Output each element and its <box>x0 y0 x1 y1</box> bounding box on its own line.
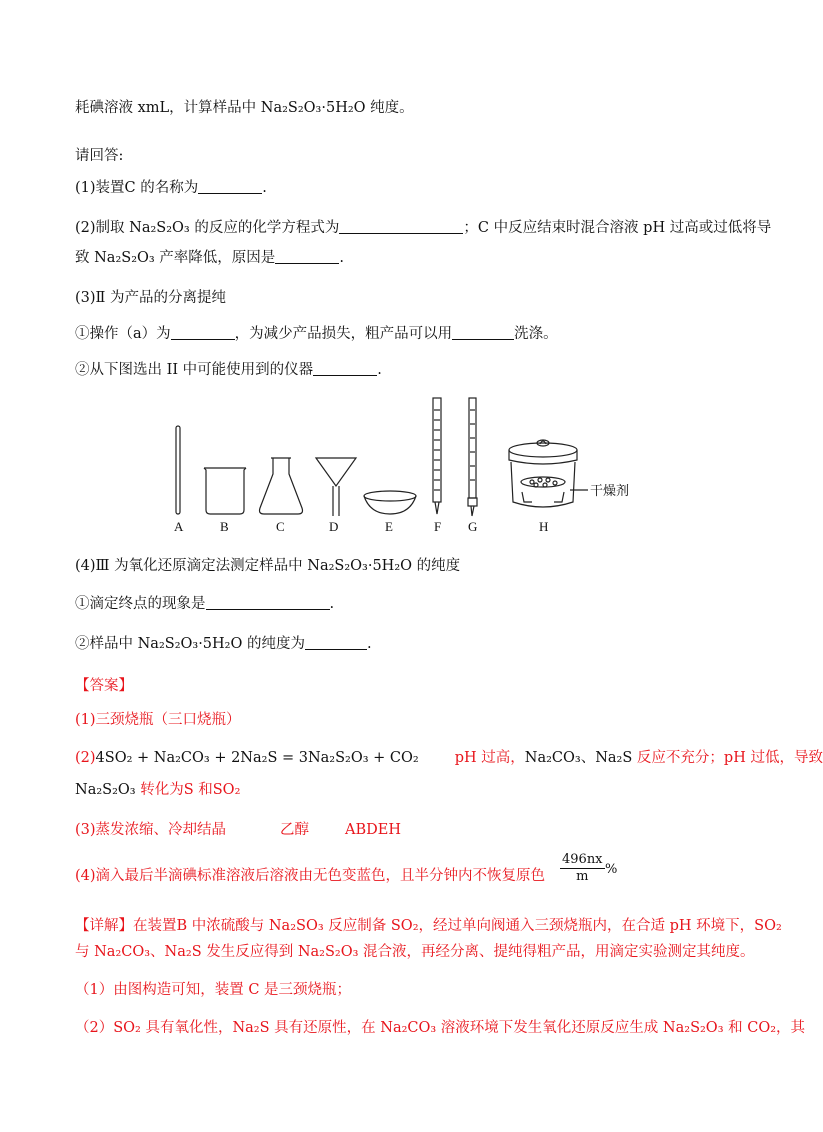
q3-end: . <box>377 362 382 378</box>
answer-4: (4)滴入最后半滴碘标准溶液后溶液由无色变蓝色，且半分钟内不恢复原色 <box>75 868 546 884</box>
purity-fraction <box>560 852 605 884</box>
question-2-line-1 <box>75 218 771 238</box>
answer-2-equation: 4SO₂ + Na₂CO₃ + 2Na₂S = 3Na₂S₂O₃ + CO₂ <box>95 750 419 766</box>
answer-blank[interactable] <box>275 249 339 264</box>
label-e: E <box>385 519 393 534</box>
answer-3-text: (3)蒸发浓缩、冷却结晶 <box>75 822 227 838</box>
q2-text: (2)制取 <box>75 220 130 236</box>
question-4-title <box>75 556 460 576</box>
answer-blank[interactable] <box>206 595 330 610</box>
answer-3 <box>75 820 401 840</box>
label-d: D <box>329 519 339 534</box>
conical-flask-icon <box>260 458 303 514</box>
question-3-title: (3)Ⅱ 为产品的分离提纯 <box>75 290 227 306</box>
q2-text: 的反应的化学方程式为 <box>189 220 340 236</box>
percent-sign: % <box>605 862 618 877</box>
label-g: G <box>468 519 478 534</box>
intro-text-end: 纯度。 <box>365 100 414 116</box>
answer-2-line-2 <box>75 780 240 800</box>
answer-blank[interactable] <box>313 361 377 376</box>
q3-text: ②从下图选出 II 中可能使用到的仪器 <box>75 362 314 378</box>
answer-blank[interactable] <box>452 325 514 340</box>
beaker-icon <box>204 468 246 514</box>
q1-end: . <box>262 180 267 196</box>
detail-heading: 【详解】 <box>75 918 133 934</box>
question-3-sub-2 <box>75 360 382 380</box>
q4-end: . <box>367 636 372 652</box>
answer-blank[interactable] <box>339 219 463 234</box>
formula: Na₂S₂O₃ <box>75 782 136 798</box>
label-h: H <box>539 519 549 534</box>
q4-text: ②样品中 <box>75 636 138 652</box>
q3-text: 洗涤。 <box>514 326 558 342</box>
answer-2-line-1 <box>75 748 823 768</box>
acid-burette-icon <box>433 398 441 514</box>
q1-text: (1)装置C 的名称为 <box>75 180 199 196</box>
glass-rod-icon <box>176 426 180 514</box>
question-3-sub-1 <box>75 324 558 344</box>
evaporating-dish-icon <box>364 491 416 514</box>
question-1 <box>75 178 267 198</box>
question-2-line-2 <box>75 248 344 268</box>
q4-text: (4)Ⅲ 为氧化还原滴定法测定样品中 <box>75 558 308 574</box>
answer-3-apparatus: ABDEH <box>345 822 402 838</box>
apparatus-figure <box>160 390 640 540</box>
question-4-sub-2 <box>75 634 372 654</box>
detail-text: 在装置B 中浓硫酸与 Na₂SO₃ 反应制备 SO₂，经过单向阀通入三颈烧瓶内，在合适 pH 环境下，SO₂ <box>133 918 782 934</box>
desiccator-icon <box>509 440 588 507</box>
formula: Na₂S₂O₃·5H₂O <box>307 558 413 574</box>
detail-line-1 <box>75 916 782 936</box>
formula: Na₂S₂O₃·5H₂O <box>137 636 243 652</box>
formula: Na₂S₂O₃ <box>94 250 155 266</box>
q4-text: 的纯度 <box>412 558 461 574</box>
answer-blank[interactable] <box>171 325 235 340</box>
fraction-numerator: 496nx <box>562 852 603 867</box>
q2-end: . <box>339 250 344 266</box>
formula: Na₂S₂O₃·5H₂O <box>260 100 366 116</box>
formula: Na₂CO₃、Na₂S <box>524 750 633 766</box>
fraction-denominator: m <box>576 869 589 884</box>
q4-text: 的纯度为 <box>242 636 305 652</box>
answer-2-prefix: (2) <box>75 750 96 766</box>
q2-text: ；C 中反应结束时混合溶液 pH 过高或过低将导 <box>463 220 772 236</box>
question-4-sub-1 <box>75 594 334 614</box>
q4-end: . <box>329 596 335 612</box>
desiccant-label: 干燥剂 <box>590 483 630 498</box>
q3-text: ①操作（a）为 <box>75 326 171 342</box>
label-c: C <box>276 519 285 534</box>
label-a: A <box>174 519 184 534</box>
label-b: B <box>220 519 229 534</box>
label-f: F <box>434 519 442 534</box>
funnel-icon <box>316 458 356 516</box>
answer-1: (1)三颈烧瓶（三口烧瓶） <box>75 712 241 728</box>
answer-blank[interactable] <box>198 179 262 194</box>
detail-line-4: （2）SO₂ 具有氧化性，Na₂S 具有还原性，在 Na₂CO₃ 溶液环境下发生氧化还原反应生成 Na₂S₂O₃ 和 CO₂，其 <box>75 1020 806 1036</box>
answer-blank[interactable] <box>305 635 367 650</box>
intro-line <box>75 98 414 118</box>
detail-line-2: 与 Na₂CO₃、Na₂S 发生反应得到 Na₂S₂O₃ 混合液，再经分离、提纯得粗产品，用滴定实验测定其纯度。 <box>75 944 755 960</box>
q2-text: 致 <box>75 250 95 266</box>
answer-heading: 【答案】 <box>75 678 133 694</box>
base-burette-icon <box>468 398 477 516</box>
please-answer: 请回答: <box>75 148 124 164</box>
answer-2-text: 反应不充分；pH 过低，导致 <box>632 750 823 766</box>
answer-2-text: pH 过高， <box>454 750 525 766</box>
q2-text: 产率降低，原因是 <box>154 250 276 266</box>
answer-3-solvent: 乙醇 <box>280 822 310 838</box>
q3-text: ，为减少产品损失，粗产品可以用 <box>234 326 453 342</box>
intro-text: 耗碘溶液 xmL，计算样品中 <box>75 100 261 116</box>
q4-text: ①滴定终点的现象是 <box>75 596 206 612</box>
detail-line-3: （1）由图构造可知，装置 C 是三颈烧瓶； <box>75 982 352 998</box>
answer-2-text: 转化为S 和SO₂ <box>135 782 241 798</box>
formula: Na₂S₂O₃ <box>129 220 190 236</box>
